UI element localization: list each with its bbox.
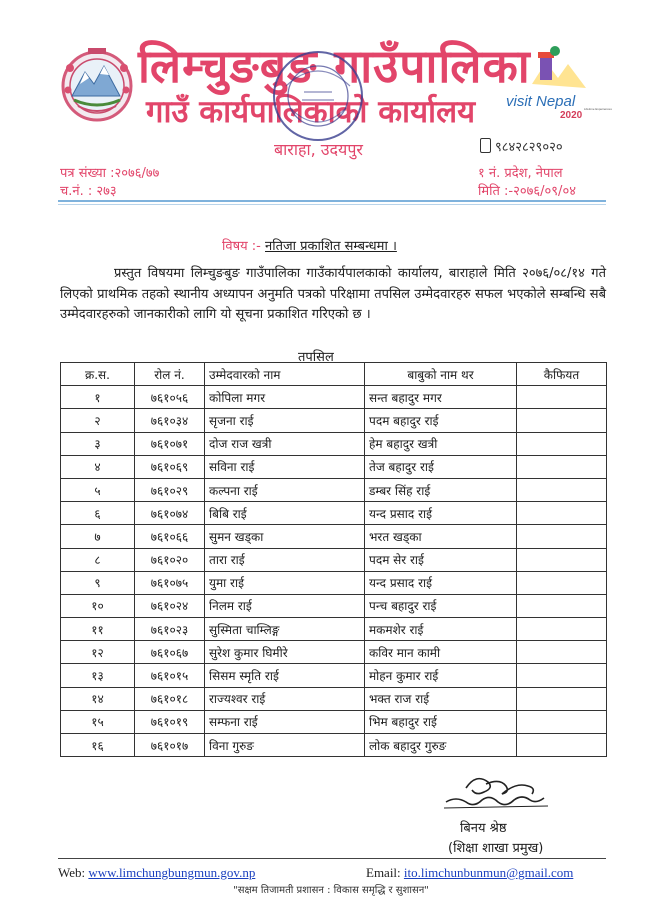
table-caption: तपसिल	[298, 350, 334, 365]
handwritten-signature	[436, 768, 556, 818]
cell-sn: ७	[61, 525, 135, 548]
table-row	[61, 386, 607, 409]
letter-number: पत्र संख्या :२०७६/७७	[60, 166, 160, 181]
cell-roll-number: ७६१०७५	[135, 571, 205, 594]
cell-remarks	[517, 455, 607, 478]
letter-date: मिति :-२०७६/०९/०४	[478, 184, 576, 199]
table-row	[61, 571, 607, 594]
cell-remarks	[517, 710, 607, 733]
cell-roll-number: ७६१०१९	[135, 710, 205, 733]
cell-remarks	[517, 734, 607, 757]
cell-sn: १३	[61, 664, 135, 687]
cell-remarks	[517, 525, 607, 548]
cell-roll-number: ७६१०५६	[135, 386, 205, 409]
cell-sn: ५	[61, 478, 135, 501]
header-divider-thin	[58, 204, 606, 205]
office-name: गाउँ कार्यपालिकाको कार्यालय	[146, 94, 476, 130]
table-row	[61, 525, 607, 548]
office-stamp-seal	[268, 46, 368, 146]
office-location: बाराहा, उदयपुर	[274, 140, 363, 159]
phone-icon	[480, 138, 491, 153]
table-row	[61, 687, 607, 710]
table-row	[61, 548, 607, 571]
cell-roll-number: ७६१०१५	[135, 664, 205, 687]
cell-remarks	[517, 641, 607, 664]
cell-sn: ९	[61, 571, 135, 594]
header-remarks: कैफियत	[517, 363, 607, 386]
cell-remarks	[517, 409, 607, 432]
table-row	[61, 734, 607, 757]
cell-roll-number: ७६१०७४	[135, 502, 205, 525]
header-divider	[58, 200, 606, 202]
cell-remarks	[517, 386, 607, 409]
cell-father-name: पन्च बहादुर राई	[365, 594, 517, 617]
cell-roll-number: ७६१०१८	[135, 687, 205, 710]
cell-remarks	[517, 548, 607, 571]
cell-sn: १२	[61, 641, 135, 664]
cell-father-name: कविर मान कामी	[365, 641, 517, 664]
cell-roll-number: ७६१०२३	[135, 618, 205, 641]
cell-father-name: यन्द प्रसाद राई	[365, 571, 517, 594]
cell-father-name: भिम बहादुर राई	[365, 710, 517, 733]
cell-father-name: मकमशेर राई	[365, 618, 517, 641]
table-row	[61, 710, 607, 733]
visit-nepal-2020-logo	[500, 44, 612, 122]
cell-roll-number: ७६१०६६	[135, 525, 205, 548]
cell-remarks	[517, 664, 607, 687]
cell-father-name: पदम सेर राई	[365, 548, 517, 571]
cell-sn: ११	[61, 618, 135, 641]
cell-candidate-name: सविना राई	[205, 455, 365, 478]
cell-father-name: हेम बहादुर खत्री	[365, 432, 517, 455]
subject-label: विषय :-	[222, 239, 261, 254]
web-label: Web:	[58, 865, 86, 880]
table-row	[61, 618, 607, 641]
cell-roll-number: ७६१०६९	[135, 455, 205, 478]
table-row	[61, 502, 607, 525]
footer-email	[366, 865, 573, 881]
cell-candidate-name: तारा राई	[205, 548, 365, 571]
cell-candidate-name: दोज राज खत्री	[205, 432, 365, 455]
cell-candidate-name: सुरेश कुमार घिमीरे	[205, 641, 365, 664]
cell-remarks	[517, 594, 607, 617]
table-row	[61, 455, 607, 478]
signer-title: (शिक्षा शाखा प्रमुख)	[448, 841, 544, 856]
cell-father-name: लोक बहादुर गुरुङ	[365, 734, 517, 757]
cell-sn: ८	[61, 548, 135, 571]
footer-motto: "सक्षम तिजामती प्रशासन : विकास समृद्धि र सुशासन"	[233, 885, 429, 896]
header-candidate-name: उम्मेदवारको नाम	[205, 363, 365, 386]
cell-remarks	[517, 571, 607, 594]
results-table	[60, 362, 607, 757]
cell-candidate-name: सुस्मिता चाम्लिङ्ग	[205, 618, 365, 641]
cell-candidate-name: विना गुरुङ	[205, 734, 365, 757]
cell-sn: १०	[61, 594, 135, 617]
cell-roll-number: ७६१०२९	[135, 478, 205, 501]
cell-father-name: तेज बहादुर राई	[365, 455, 517, 478]
cell-sn: ६	[61, 502, 135, 525]
header-father-name: बाबुको नाम थर	[365, 363, 517, 386]
cell-roll-number: ७६१०७१	[135, 432, 205, 455]
cell-father-name: भरत खड्का	[365, 525, 517, 548]
cell-candidate-name: सृजना राई	[205, 409, 365, 432]
cell-candidate-name: सम्फना राई	[205, 710, 365, 733]
cell-father-name: मोहन कुमार राई	[365, 664, 517, 687]
cell-sn: २	[61, 409, 135, 432]
municipality-name: लिम्चुङबुङ गाउँपालिका	[138, 39, 531, 93]
cell-candidate-name: कोपिला मगर	[205, 386, 365, 409]
cell-candidate-name: बिबि राई	[205, 502, 365, 525]
table-row	[61, 409, 607, 432]
cell-candidate-name: कल्पना राई	[205, 478, 365, 501]
subject-line	[222, 236, 397, 254]
cell-roll-number: ७६१०६७	[135, 641, 205, 664]
cell-father-name: डम्बर सिंह राई	[365, 478, 517, 501]
cell-candidate-name: राज्यश्वर राई	[205, 687, 365, 710]
table-row	[61, 664, 607, 687]
visit-nepal-brand: visit Nepal	[506, 93, 576, 110]
cell-candidate-name: निलम राई	[205, 594, 365, 617]
cell-sn: ३	[61, 432, 135, 455]
nepal-emblem-logo	[58, 44, 136, 128]
cell-sn: १५	[61, 710, 135, 733]
cell-remarks	[517, 618, 607, 641]
cell-roll-number: ७६१०२०	[135, 548, 205, 571]
dispatch-number: च.नं. : २७३	[60, 184, 117, 199]
cell-father-name: सन्त बहादुर मगर	[365, 386, 517, 409]
table-row	[61, 594, 607, 617]
table-header-row	[61, 363, 607, 386]
cell-father-name: यन्द प्रसाद राई	[365, 502, 517, 525]
email-link[interactable]: ito.limchunbunmun@gmail.com	[403, 865, 574, 880]
cell-candidate-name: युमा राई	[205, 571, 365, 594]
subject-text: नतिजा प्रकाशित सम्बन्धमा ।	[265, 239, 397, 254]
header-roll-number: रोल नं.	[135, 363, 205, 386]
website-link[interactable]: www.limchungbungmun.gov.np	[88, 865, 256, 880]
phone-number-text: ९८४२८२९०२०	[495, 140, 563, 155]
table-row	[61, 478, 607, 501]
cell-sn: १६	[61, 734, 135, 757]
cell-candidate-name: सुमन खड्का	[205, 525, 365, 548]
cell-father-name: भक्त राज राई	[365, 687, 517, 710]
cell-remarks	[517, 432, 607, 455]
visit-nepal-tag: Lifetime Experiences	[584, 107, 612, 111]
cell-sn: १	[61, 386, 135, 409]
footer-divider	[58, 858, 606, 859]
cell-remarks	[517, 502, 607, 525]
cell-remarks	[517, 687, 607, 710]
footer-web	[58, 865, 255, 881]
cell-father-name: पदम बहादुर राई	[365, 409, 517, 432]
table-row	[61, 432, 607, 455]
cell-roll-number: ७६१०३४	[135, 409, 205, 432]
cell-roll-number: ७६१०२४	[135, 594, 205, 617]
table-row	[61, 641, 607, 664]
signer-name: बिनय श्रेष्ठ	[460, 821, 507, 836]
visit-nepal-year: 2020	[560, 110, 583, 121]
cell-sn: १४	[61, 687, 135, 710]
cell-remarks	[517, 478, 607, 501]
cell-roll-number: ७६१०१७	[135, 734, 205, 757]
cell-sn: ४	[61, 455, 135, 478]
phone-number	[480, 137, 563, 155]
header-sn: क्र.स.	[61, 363, 135, 386]
province-label: १ नं. प्रदेश, नेपाल	[478, 166, 563, 181]
email-label: Email:	[366, 865, 401, 880]
cell-candidate-name: सिसम स्मृति राई	[205, 664, 365, 687]
notice-body-paragraph: प्रस्तुत विषयमा लिम्चुङबुङ गाउँपालिका गाउँकार्यपालकाको कार्यालय, बाराहाले मिति २०७६/०८/१४ गते लिएको प्राथमिक तहको स्थानीय अध्यापन अनुमति पत्रको परिक्षामा तपसिल उम्मेदवारहरु सफल भएकोले सम्बन्धि सबै उम्मेदवारहरुको जानकारीको लागि यो सूचना प्रकाशित गरिएको छ ।	[60, 266, 606, 322]
